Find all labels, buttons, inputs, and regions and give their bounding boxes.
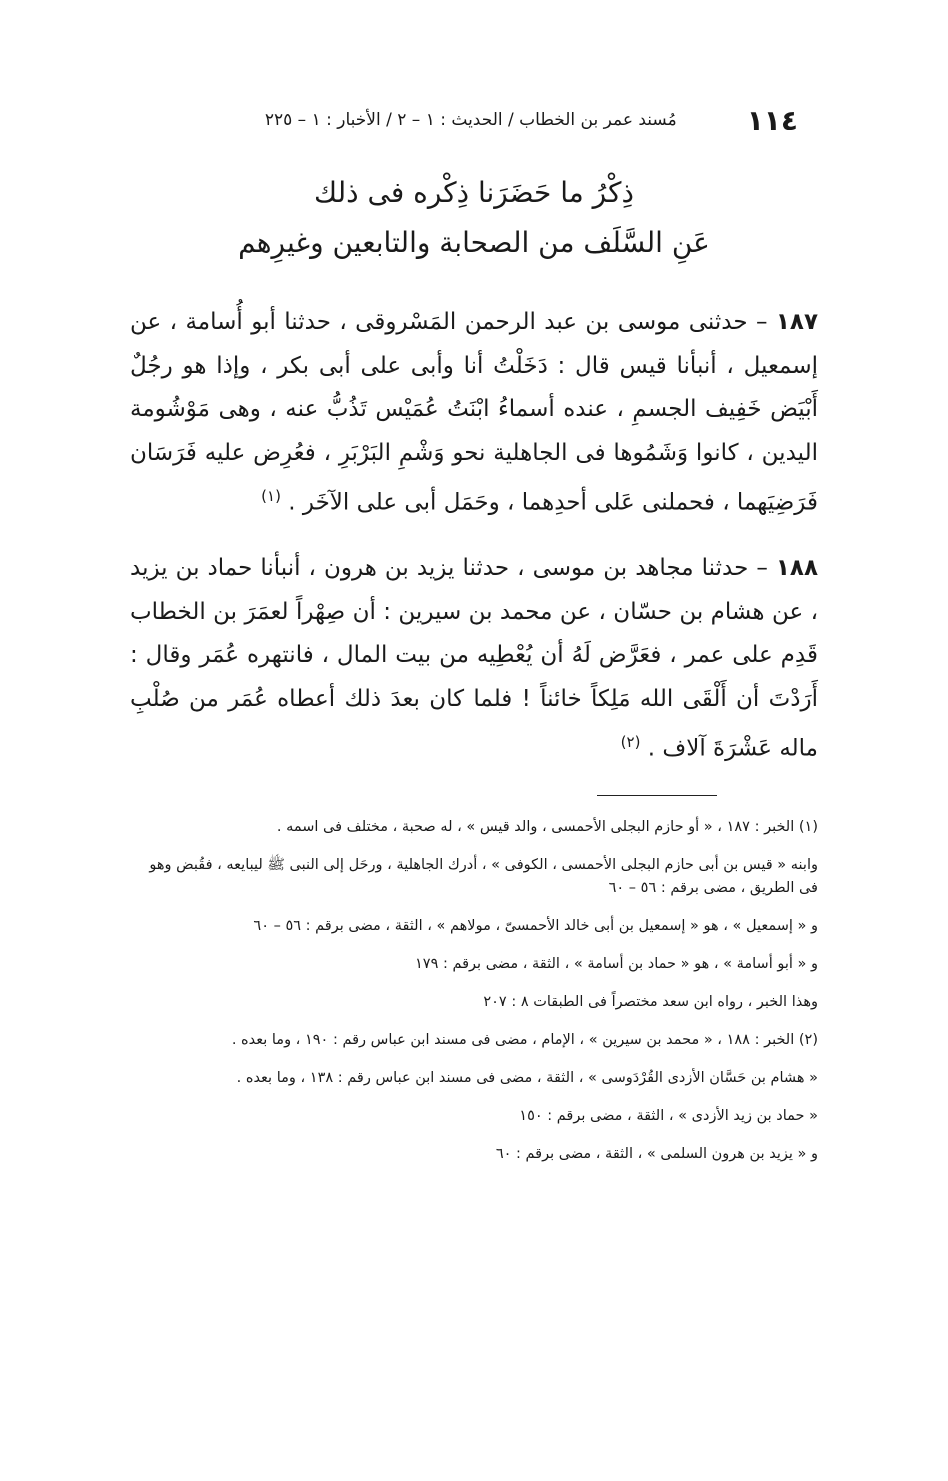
footnote-line: و « إسمعيل » ، هو « إسمعيل بن أبى خالد الأحمسىّ ، مولاهم » ، الثقة ، مضى برقم : ٥٦ – ٦٠ (253, 918, 818, 934)
narration-187: ١٨٧ – حدثنى موسى بن عبد الرحمن المَسْروقى ، حدثنا أبو أُسامة ، عن إسمعيل ، أنبأنا قيس قال : دَخَلْتُ أنا وأبى على أبى بكر ، وإذا هو رجُلٌ أَبْيَض خَفِيف الجسمِ ، عنده أسماءُ ابْنَتُ عُمَيْس تَذُبُّ عنه ، وهى مَوْشُومة اليدين ، كانوا وَشَمُوها فى الجاهلية نحو وَشْمِ البَرْبَرِ ، فعُرِض عليه فَرَسَان فَرَضِيَهما ، فحملنى عَلى أحدِهما ، وحَمَل أبى على الآخَر . $^{(١)}$ (130, 309, 818, 516)
footnote-ref: (١) (261, 487, 281, 505)
narration-text: حدثنى موسى بن عبد الرحمن المَسْروقى ، حدثنا أبو أُسامة ، عن إسمعيل ، أنبأنا قيس قال : دَخَلْتُ أنا وأبى على أبى بكر ، وإذا هو رجُلٌ أَبْيَض خَفِيف الجسمِ ، عنده أسماءُ ابْنَتُ عُمَيْس تَذُبُّ عنه ، وهى مَوْشُومة اليدين ، كانوا وَشَمُوها فى الجاهلية نحو وَشْمِ البَرْبَرِ ، فعُرِض عليه فَرَسَان فَرَضِيَهما ، فحملنى عَلى أحدِهما ، وحَمَل أبى على الآخَر . (130, 309, 818, 516)
section-heading (130, 168, 818, 268)
footnote-line: و « يزيد بن هرون السلمى » ، الثقة ، مضى برقم : ٦٠ (495, 1146, 818, 1162)
footnotes (130, 816, 818, 1181)
narration-text: حدثنا مجاهد بن موسى ، حدثنا يزيد بن هرون ، أنبأنا حماد بن يزيد ، عن هشام بن حسّان ، عن محمد بن سيرين : أن صِهْراً لعمَرَ بن الخطاب قَدِم على عمر ، فعَرَّض لَهُ أن يُعْطِيه من بيت المال ، فانتهره عُمَر وقال : أَرَدْتَ أن أَلْقَى الله مَلِكاً خائناً ! فلما كان بعدَ ذلك أعطاه عُمَر من صُلْبِ ماله عَشْرَةَ آلاف . (130, 555, 818, 762)
running-header (150, 100, 798, 140)
footnote-line: « هشام بن حَسَّان الأزدى القُرْدَوسى » ، الثقة ، مضى فى مسند ابن عباس رقم : ١٣٨ ، وما بعده . (236, 1070, 818, 1086)
footnote-line: وابنه « قيس بن أبى حازم البجلى الأحمسى ، الكوفى » ، أدرك الجاهلية ، ورحَل إلى النبى ﷺ ليبايعه ، فقُبض وهو فى الطريق ، مضى برقم : ٥٦ – ٦٠ (149, 857, 818, 896)
footnote-line: « حماد بن زيد الأزدى » ، الثقة ، مضى برقم : ١٥٠ (519, 1108, 818, 1124)
page-number: ١١٤ (746, 103, 798, 137)
footnote-line: (٢) الخبر : ١٨٨ ، « محمد بن سيرين » ، الإمام ، مضى فى مسند ابن عباس رقم : ١٩٠ ، وما بعده . (231, 1032, 818, 1048)
section-heading-line-2: عَنِ السَّلَف من الصحابة والتابعين وغيرِهم (238, 226, 710, 259)
hadith-number: ١٨٨ (775, 555, 819, 581)
section-heading-line-1: ذِكْرُ ما حَضَرَنا ذِكْره فى ذلك (314, 176, 634, 209)
footnote-line: و « أبو أسامة » ، هو « حماد بن أسامة » ، الثقة ، مضى برقم : ١٧٩ (415, 956, 818, 972)
footnote-ref: (٢) (620, 733, 641, 751)
hadith-number: ١٨٧ (775, 309, 818, 335)
running-header-title: مُسند عمر بن الخطاب / الحديث : ١ – ٢ / الأخبار : ١ – ٢٢٥ (264, 110, 677, 130)
narration-188: ١٨٨ – حدثنا مجاهد بن موسى ، حدثنا يزيد بن هرون ، أنبأنا حماد بن يزيد ، عن هشام بن حسّان ، عن محمد بن سيرين : أن صِهْراً لعمَرَ بن الخطاب قَدِم على عمر ، فعَرَّض لَهُ أن يُعْطِيه من بيت المال ، فانتهره عُمَر وقال : أَرَدْتَ أن أَلْقَى الله مَلِكاً خائناً ! فلما كان بعدَ ذلك أعطاه عُمَر من صُلْبِ ماله عَشْرَةَ آلاف . $^{(٢)}$ (130, 555, 819, 762)
footnote-line: (١) الخبر : ١٨٧ ، « أو حازم البجلى الأحمسى ، والد قيس » ، له صحبة ، مختلف فى اسمه . (276, 819, 818, 835)
footnote-divider (597, 795, 717, 796)
footnote-line: وهذا الخبر ، رواه ابن سعد مختصراً فى الطبقات ٨ : ٢٠٧ (483, 994, 818, 1010)
